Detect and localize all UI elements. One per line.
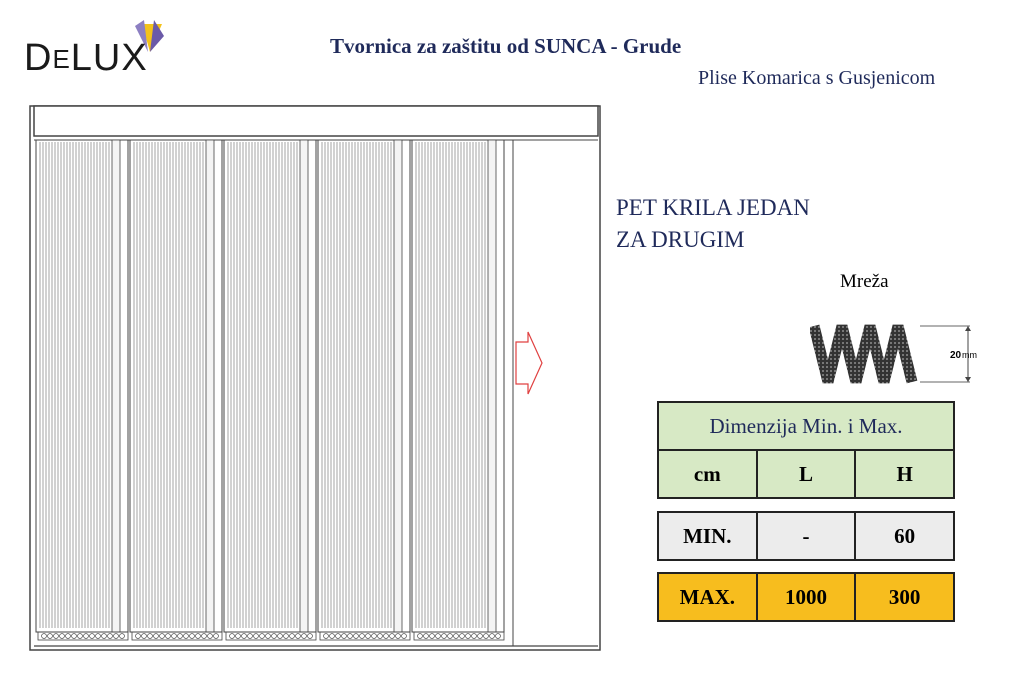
track-5 [414,632,504,640]
track-2 [132,632,222,640]
panel-profile-1 [112,140,120,632]
caterpillar-link [384,634,389,639]
delux-logo [22,18,172,78]
page-subtitle: Plise Komarica s Gusjenicom [698,67,936,89]
page-title: Tvornica za zaštitu od SUNCA - Grude [330,34,682,58]
caterpillar-link [466,634,471,639]
arrow-right-icon [516,332,542,394]
caterpillar-link [348,634,353,639]
caterpillar-link [108,634,113,639]
panel-profile-3 [300,140,308,632]
caterpillar-link [478,634,483,639]
max-length: 1000 [757,573,856,621]
caterpillar-link [448,634,453,639]
column-unit: cm [658,450,757,498]
caterpillar-link [214,634,219,639]
caterpillar-link [72,634,77,639]
caterpillar-link [84,634,89,639]
pleated-screen-drawing [28,104,608,652]
caterpillar-link [296,634,301,639]
track-3 [226,632,316,640]
min-height: 60 [855,512,954,560]
caterpillar-link [290,634,295,639]
max-row-table [657,572,955,622]
caterpillar-link [66,634,71,639]
panel-profile-5 [488,140,496,632]
caterpillar-link [496,634,501,639]
caterpillar-link [42,634,47,639]
svg-text:DELUX: DELUX [24,37,148,78]
caterpillar-link [490,634,495,639]
pleated-mesh-illustration [810,318,1014,390]
caterpillar-link [324,634,329,639]
mesh-dimension-unit: mm [962,350,977,360]
mesh-dimension-value: 20 [950,350,962,361]
caterpillar-link [284,634,289,639]
caterpillar-link [442,634,447,639]
caterpillar-link [260,634,265,639]
track-1 [38,632,128,640]
caterpillar-link [54,634,59,639]
caterpillar-link [114,634,119,639]
caterpillar-link [102,634,107,639]
caterpillar-link [308,634,313,639]
caterpillar-link [372,634,377,639]
caterpillar-link [302,634,307,639]
caterpillar-link [120,634,125,639]
caterpillar-link [48,634,53,639]
caterpillar-link [366,634,371,639]
caterpillar-link [254,634,259,639]
product-description [616,192,810,256]
caterpillar-link [278,634,283,639]
track-4 [320,632,410,640]
caterpillar-link [208,634,213,639]
caterpillar-link [342,634,347,639]
column-height: H [855,450,954,498]
caterpillar-link [418,634,423,639]
caterpillar-link [272,634,277,639]
min-label: MIN. [658,512,757,560]
caterpillar-link [378,634,383,639]
caterpillar-link [472,634,477,639]
caterpillar-link [402,634,407,639]
description-line-1: PET KRILA JEDAN [616,195,810,220]
caterpillar-link [60,634,65,639]
caterpillar-link [248,634,253,639]
caterpillar-link [202,634,207,639]
caterpillar-link [430,634,435,639]
dimension-header-table [657,401,955,499]
max-height: 300 [855,573,954,621]
caterpillar-link [424,634,429,639]
caterpillar-link [172,634,177,639]
column-length: L [757,450,856,498]
caterpillar-link [454,634,459,639]
caterpillar-link [148,634,153,639]
caterpillar-link [330,634,335,639]
caterpillar-link [436,634,441,639]
min-row-table [657,511,955,561]
top-rail [34,106,598,136]
caterpillar-link [166,634,171,639]
caterpillar-link [160,634,165,639]
caterpillar-link [90,634,95,639]
caterpillar-link [460,634,465,639]
caterpillar-link [242,634,247,639]
dimension-table-title: Dimenzija Min. i Max. [658,402,954,450]
caterpillar-link [390,634,395,639]
caterpillar-link [154,634,159,639]
caterpillar-link [354,634,359,639]
description-line-2: ZA DRUGIM [616,227,745,252]
mesh-label: Mreža [840,271,889,292]
caterpillar-link [236,634,241,639]
panel-profile-2 [206,140,214,632]
caterpillar-link [178,634,183,639]
caterpillar-link [360,634,365,639]
max-label: MAX. [658,573,757,621]
caterpillar-link [184,634,189,639]
caterpillar-link [96,634,101,639]
caterpillar-link [396,634,401,639]
min-length: - [757,512,856,560]
caterpillar-link [136,634,141,639]
caterpillar-link [336,634,341,639]
caterpillar-link [266,634,271,639]
caterpillar-link [484,634,489,639]
panel-profile-4 [394,140,402,632]
caterpillar-link [196,634,201,639]
caterpillar-link [190,634,195,639]
caterpillar-link [78,634,83,639]
caterpillar-link [142,634,147,639]
caterpillar-link [230,634,235,639]
